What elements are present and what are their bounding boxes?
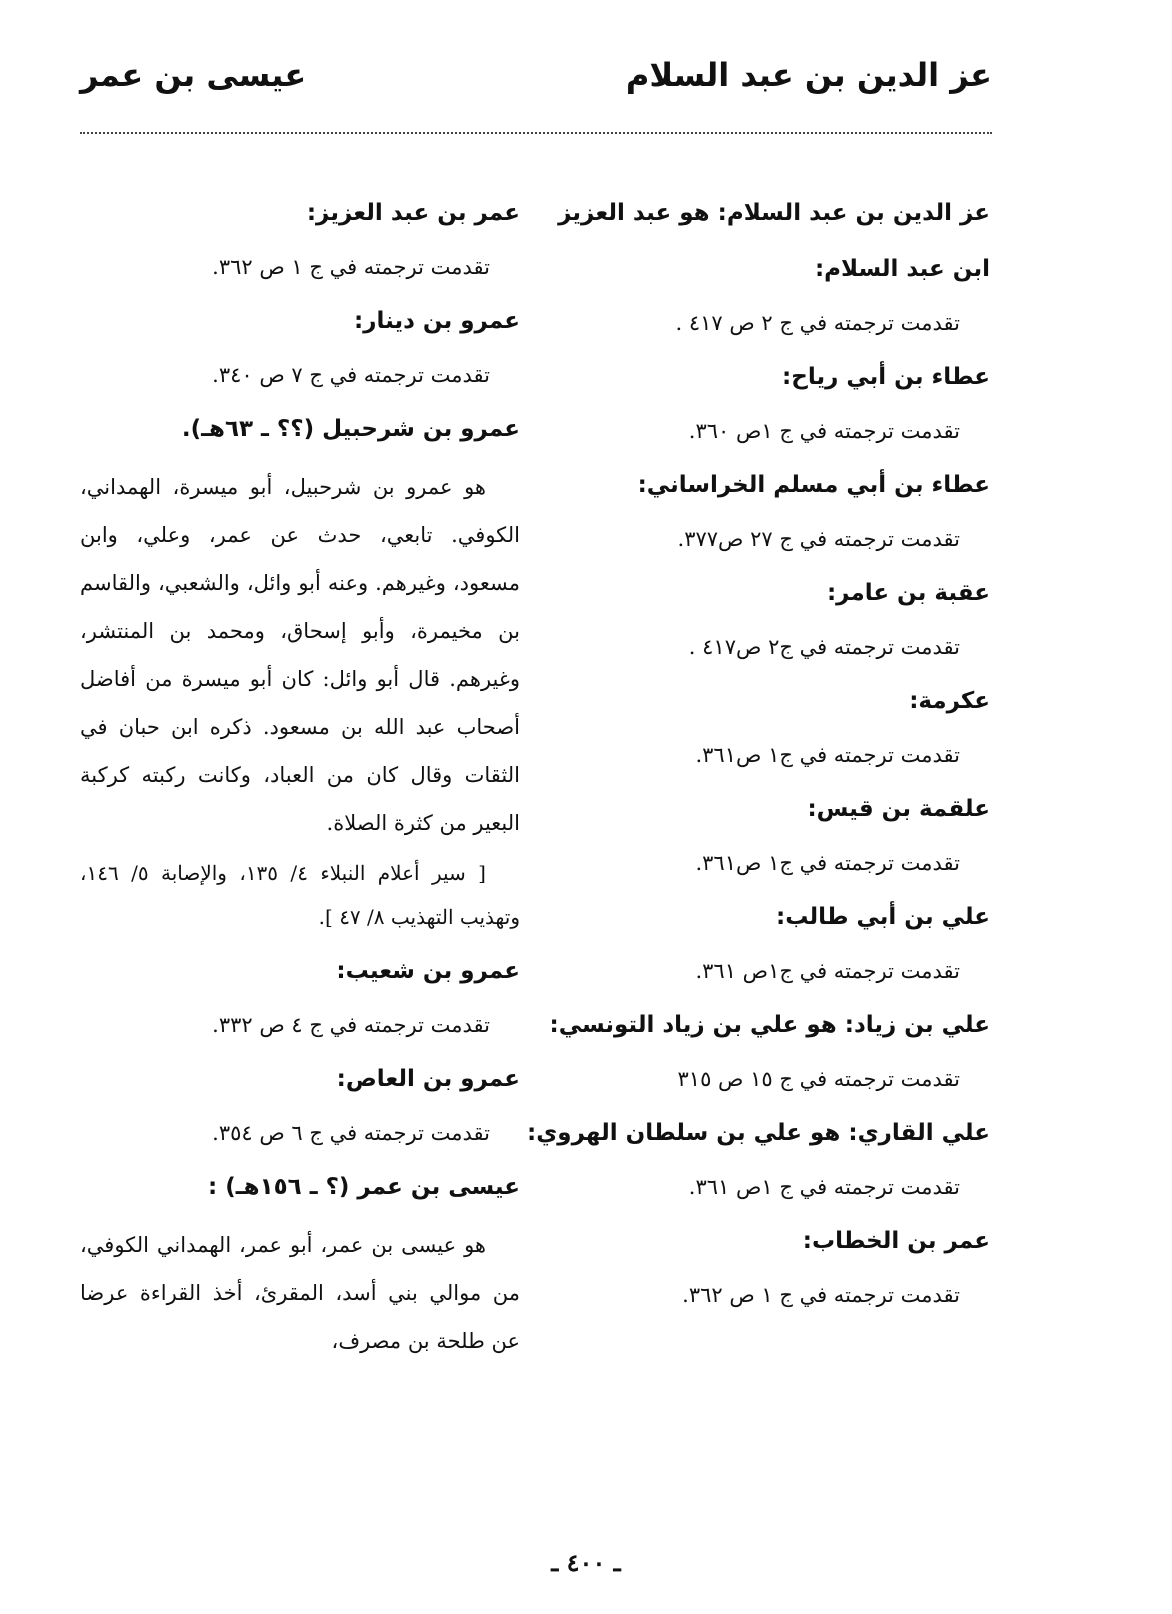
entry-ata-khurasani (560, 457, 990, 565)
entry-heading: عيسى بن عمر (؟ ـ ١٥٦هـ) : (208, 1174, 520, 1200)
entry-reference: تقدمت ترجمته في ج ١ص ٣٦٠. (688, 419, 960, 443)
entry-reference: تقدمت ترجمته في ج ١ ص ٣٦٢. (212, 255, 490, 279)
entry-ikrima (560, 673, 990, 781)
entry-reference: تقدمت ترجمته في ج ١٥ ص ٣١٥ (677, 1067, 960, 1091)
running-header (80, 56, 992, 116)
left-column (80, 185, 520, 1365)
entry-heading: عمر بن الخطاب: (802, 1228, 990, 1254)
entry-heading: عمرو بن العاص: (336, 1066, 520, 1092)
entry-omar-abdulaziz (80, 185, 520, 293)
entry-amr-dinar (80, 293, 520, 401)
entry-isa-omar (80, 1159, 520, 1365)
entry-biography: هو عمرو بن شرحبيل، أبو ميسرة، الهمداني، الكوفي. تابعي، حدث عن عمر، وعلي، وابن مسعود، وغيرهم. وعنه أبو وائل، والشعبي، والقاسم بن مخيمرة، وأبو إسحاق، ومحمد بن المنتشر، وغيرهم. قال أبو وائل: كان أبو ميسرة من أفاضل أصحاب عبد الله بن مسعود. ذكره ابن حبان في الثقات وقال كان من العباد، وكانت ركبته كركبة البعير من كثرة الصلاة. (80, 475, 520, 835)
header-left-title: عيسى بن عمر (80, 56, 307, 94)
entry-heading: علقمة بن قيس: (807, 796, 990, 822)
entry-reference: تقدمت ترجمته في ج١ ص٣٦١. (695, 743, 960, 767)
entry-heading: عطاء بن أبي رياح: (782, 364, 990, 390)
entry-heading: عمر بن عبد العزيز: (306, 200, 520, 226)
entry-sources: [ سير أعلام النبلاء ٤/ ١٣٥، والإصابة ٥/ ١٤٦، وتهذيب التهذيب ٨/ ٤٧ ]. (80, 861, 520, 929)
entry-alqama-qays (560, 781, 990, 889)
entry-ali-abi-talib (560, 889, 990, 997)
entry-ali-qari (527, 1105, 990, 1213)
entry-heading: عمرو بن شعيب: (336, 958, 520, 984)
entry-uqba-amir (560, 565, 990, 673)
entry-reference: تقدمت ترجمته في ج ١ص ٣٦١. (688, 1175, 960, 1199)
entry-reference: تقدمت ترجمته في ج ١ ص ٣٦٢. (682, 1283, 960, 1307)
entry-omar-khattab (560, 1213, 990, 1321)
entry-izz-aldin (560, 185, 990, 241)
right-column (527, 185, 990, 1321)
entry-reference: تقدمت ترجمته في ج١ ص٣٦١. (695, 851, 960, 875)
entry-biography: هو عيسى بن عمر، أبو عمر، الهمداني الكوفي، من موالي بني أسد، المقرئ، أخذ القراءة عرضا عن طلحة بن مصرف، (80, 1233, 520, 1353)
entry-ali-ziyad (549, 997, 990, 1105)
entry-heading: عمرو بن دينار: (354, 308, 520, 334)
entry-reference: تقدمت ترجمته في ج ٦ ص ٣٥٤. (212, 1121, 490, 1145)
entry-amr-shurahbil (80, 401, 520, 939)
entry-reference: تقدمت ترجمته في ج ٢ ص ٤١٧ . (675, 311, 960, 335)
entry-heading: علي بن زياد: هو علي بن زياد التونسي: (549, 1012, 990, 1038)
entry-heading: علي بن أبي طالب: (776, 904, 990, 930)
entry-reference: تقدمت ترجمته في ج ٤ ص ٣٣٢. (212, 1013, 490, 1037)
entry-amr-shuaib (80, 943, 520, 1051)
entry-ata-abi-rabah (560, 349, 990, 457)
entry-reference: تقدمت ترجمته في ج ٢٧ ص٣٧٧. (677, 527, 960, 551)
entry-heading: عطاء بن أبي مسلم الخراساني: (637, 472, 990, 498)
page-number: ـ ٤٠٠ ـ (551, 1548, 621, 1577)
entry-heading: عمرو بن شرحبيل (؟؟ ـ ٦٣هـ). (181, 416, 520, 442)
entry-heading: عقبة بن عامر: (826, 580, 990, 606)
entry-reference: تقدمت ترجمته في ج ٧ ص ٣٤٠. (212, 363, 490, 387)
entry-amr-aas (80, 1051, 520, 1159)
entry-reference: تقدمت ترجمته في ج١ص ٣٦١. (695, 959, 960, 983)
entry-heading: ابن عبد السلام: (814, 256, 990, 282)
header-dotted-rule (80, 132, 992, 134)
entry-heading: علي القاري: هو علي بن سلطان الهروي: (527, 1120, 990, 1146)
entry-heading: عكرمة: (909, 688, 990, 714)
entry-heading: عز الدين بن عبد السلام: هو عبد العزيز (558, 200, 990, 226)
header-right-title: عز الدين بن عبد السلام (625, 56, 992, 94)
entry-ibn-abd-alsalam (560, 241, 990, 349)
entry-reference: تقدمت ترجمته في ج٢ ص٤١٧ . (688, 635, 960, 659)
